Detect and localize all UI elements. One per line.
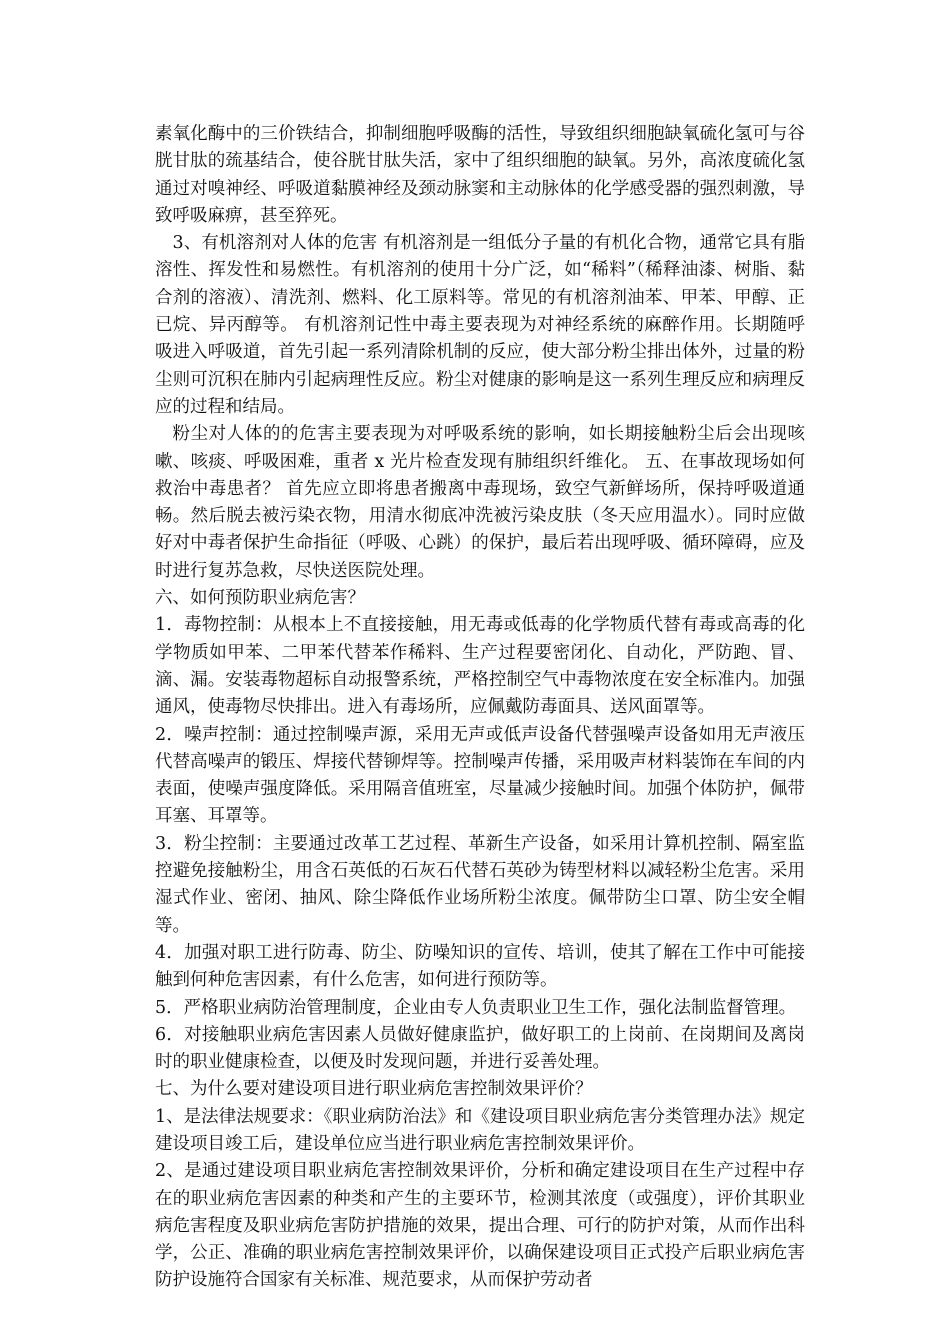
- document-body: [155, 121, 805, 1295]
- para-dust-control: 3．粉尘控制：主要通过改革工艺过程、革新生产设备，如采用计算机控制、隔室监控避免接触粉尘，用含石英低的石灰石代替石英砂为铸型材料以减轻粉尘危害。采用湿式作业、密闭、抽风、除尘降低作业场所粉尘浓度。佩带防尘口罩、防尘安全帽等。: [155, 833, 805, 936]
- para-health-monitoring: 6．对接触职业病危害因素人员做好健康监护，做好职工的上岗前、在岗期间及离岗时的职业健康检查，以便及时发现问题，并进行妥善处理。: [155, 1024, 805, 1073]
- para-legal-requirement: 1、是法律法规要求：《职业病防治法》和《建设项目职业病危害分类管理办法》规定建设项目竣工后，建设单位应当进行职业病危害控制效果评价。: [155, 1106, 805, 1154]
- heading-section-six: 六、如何预防职业病危害？: [155, 588, 365, 609]
- para-worker-training: 4．加强对职工进行防毒、防尘、防噪知识的宣传、培训，使其了解在工作中可能接触到何种危害因素，有什么危害，如何进行预防等。: [155, 942, 805, 991]
- para-dust-hazard-first-aid: 粉尘对人体的的危害主要表现为对呼吸系统的影响，如长期接触粉尘后会出现咳嗽、咳痰、呼吸困难，重者 x 光片检查发现有肺组织纤维化。 五、在事故现场如何救治中毒患者？ 首先应立即将患者搬离中毒现场，致空气新鲜场所，保持呼吸道通畅。然后脱去被污染衣物，用清水彻底冲洗被污染皮肤（冬天应用温水）。同时应做好对中毒者保护生命指征（呼吸、心跳）的保护，最后若出现呼吸、循环障碍，应及时进行复苏急救，尽快送医院处理。: [155, 424, 805, 581]
- para-poison-control: 1．毒物控制：从根本上不直接接触，用无毒或低毒的化学物质代替有毒或高毒的化学物质如甲苯、二甲苯代替苯作稀料、生产过程要密闭化、自动化，严防跑、冒、滴、漏。安装毒物超标自动报警系统，严格控制空气中毒物浓度在安全标准内。加强通风，使毒物尽快排出。进入有毒场所，应佩戴防毒面具、送风面罩等。: [155, 615, 805, 718]
- para-hydrogen-sulfide-continued: 素氧化酶中的三价铁结合，抑制细胞呼吸酶的活性，导致组织细胞缺氧硫化氢可与谷胱甘肽的巯基结合，使谷胱甘肽失活，家中了组织细胞的缺氧。另外，高浓度硫化氢通过对嗅神经、呼吸道黏膜神经及颈动脉窦和主动脉体的化学感受器的强烈刺激，导致呼吸麻痹，甚至猝死。: [155, 124, 805, 226]
- para-noise-control: 2．噪声控制：通过控制噪声源，采用无声或低声设备代替强噪声设备如用无声液压代替高噪声的锻压、焊接代替铆焊等。控制噪声传播，采用吸声材料装饰在车间的内表面，使噪声强度降低。采用隔音值班室，尽量减少接触时间。加强个体防护，佩带耳塞、耳罩等。: [155, 724, 805, 827]
- para-organic-solvent-hazard: 3、有机溶剂对人体的危害 有机溶剂是一组低分子量的有机化合物，通常它具有脂溶性、挥发性和易燃性。有机溶剂的使用十分广泛，如“稀料”（稀释油漆、树脂、黏合剂的溶液）、清洗剂、燃料、化工原料等。常见的有机溶剂油苯、甲苯、甲醇、正已烷、异丙醇等。 有机溶剂记性中毒主要表现为对神经系统的麻醉作用。长期随呼吸进入呼吸道，首先引起一系列清除机制的反应，使大部分粉尘排出体外，过量的粉尘则可沉积在肺内引起病理性反应。粉尘对健康的影响是这一系列生理反应和病理反应的过程和结局。: [155, 233, 805, 417]
- para-evaluation-purpose: 2、是通过建设项目职业病危害控制效果评价，分析和确定建设项目在生产过程中存在的职业病危害因素的种类和产生的主要环节，检测其浓度（或强度），评价其职业病危害程度及职业病危害防护措施的效果，提出合理、可行的防护对策，从而作出科学，公正、准确的职业病危害控制效果评价，以确保建设项目正式投产后职业病危害防护设施符合国家有关标准、规范要求，从而保护劳动者: [155, 1161, 805, 1291]
- para-management-system: 5．严格职业病防治管理制度，企业由专人负责职业卫生工作，强化法制监督管理。: [155, 997, 797, 1018]
- heading-section-seven: 七、为什么要对建设项目进行职业病危害控制效果评价？: [155, 1079, 593, 1100]
